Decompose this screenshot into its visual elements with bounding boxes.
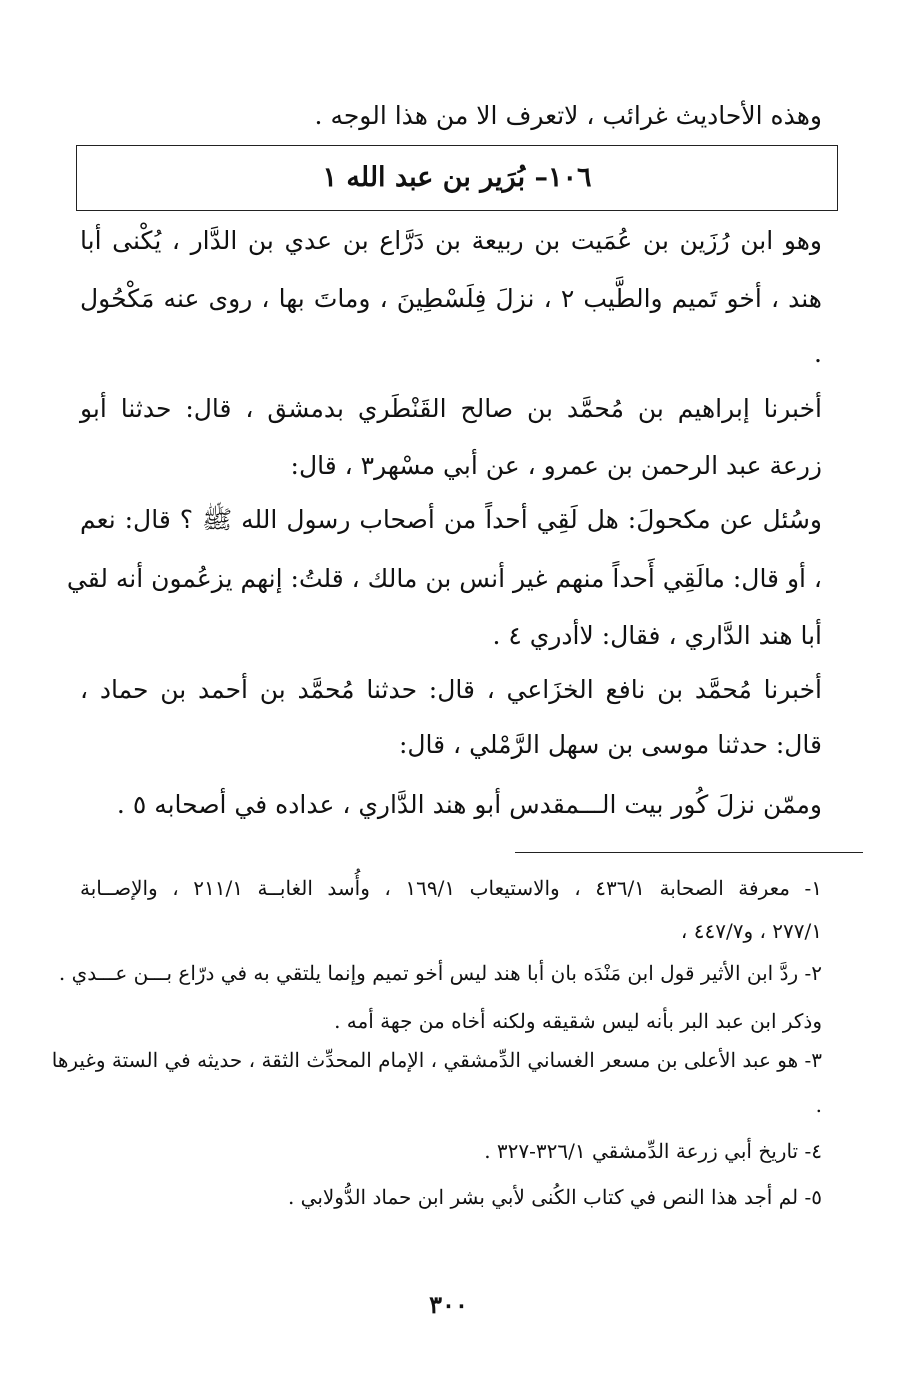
body-line: . <box>814 339 822 368</box>
footnote-line: ٢- ردَّ ابن الأثير قول ابن مَنْدَه بان أبا هند ليس أخو تميم وإنما يلتقي به في درّاع بـــن عـــدي . <box>58 961 822 985</box>
body-line: أخبرنا مُحمَّد بن نافع الخزَاعي ، قال: حدثنا مُحمَّد بن أحمد بن حماد ، <box>80 675 822 704</box>
footnote-line: ٢٧٧/١ ، و٤٤٧/٧ ، <box>680 919 822 943</box>
footnote-line: ١- معرفة الصحابة ٤٣٦/١ ، والاستيعاب ١٦٩/١ ، وأُسد الغابــة ٢١١/١ ، والإصــابة <box>80 876 823 900</box>
intro-line: وهذه الأحاديث غرائب ، لاتعرف الا من هذا الوجه . <box>314 101 822 130</box>
page-number: ٣٠٠ <box>429 1290 468 1319</box>
footnote-line: ٥- لم أجد هذا النص في كتاب الكُنى لأبي بشر ابن حماد الدُّولابي . <box>287 1185 822 1209</box>
entry-title: ١٠٦– بُرَير بن عبد الله ١ <box>322 162 592 193</box>
body-line: زرعة عبد الرحمن بن عمرو ، عن أبي مسْهر٣ ، قال: <box>290 451 822 480</box>
footnote-line: وذكر ابن عبد البر بأنه ليس شقيقه ولكنه أخاه من جهة أمه . <box>334 1009 822 1033</box>
footnote-separator <box>515 852 863 853</box>
body-line: قال: حدثنا موسى بن سهل الرَّمْلي ، قال: <box>398 730 822 759</box>
body-line: وممّن نزلَ كُور بيت الـــمقدس أبو هند الدَّاري ، عداده في أصحابه ٥ . <box>116 790 822 819</box>
body-line: وسُئل عن مكحولَ: هل لَقِي أحداً من أصحاب رسول الله ﷺ ؟ قال: نعم <box>80 505 822 534</box>
footnote-line: . <box>815 1093 822 1117</box>
body-line: أبا هند الدَّاري ، فقال: لاأدري ٤ . <box>492 621 822 650</box>
body-line: أخبرنا إبراهيم بن مُحمَّد بن صالح القَنْطَري بدمشق ، قال: حدثنا أبو <box>80 394 822 423</box>
footnote-line: ٣- هو عبد الأعلى بن مسعر الغساني الدِّمشقي ، الإمام المحدِّث الثقة ، حديثه في الستة وغيرها <box>51 1048 822 1072</box>
body-line: هند ، أخو تَميم والطَّيب ٢ ، نزلَ فِلَسْطِينَ ، وماتَ بها ، روى عنه مَكْحُول <box>80 284 822 313</box>
footnote-line: ٤- تاريخ أبي زرعة الدِّمشقي ٣٢٦/١-٣٢٧ . <box>484 1139 822 1163</box>
body-line: ، أو قال: مالَقِي أَحداً منهم غير أنس بن مالك ، قلتُ: إنهم يزعُمون أنه لقي <box>66 564 822 593</box>
entry-title-box <box>76 145 838 211</box>
body-line: وهو ابن رُزَين بن عُمَيت بن ربيعة بن دَرَّاع بن عدي بن الدَّار ، يُكْنى أبا <box>80 226 822 255</box>
